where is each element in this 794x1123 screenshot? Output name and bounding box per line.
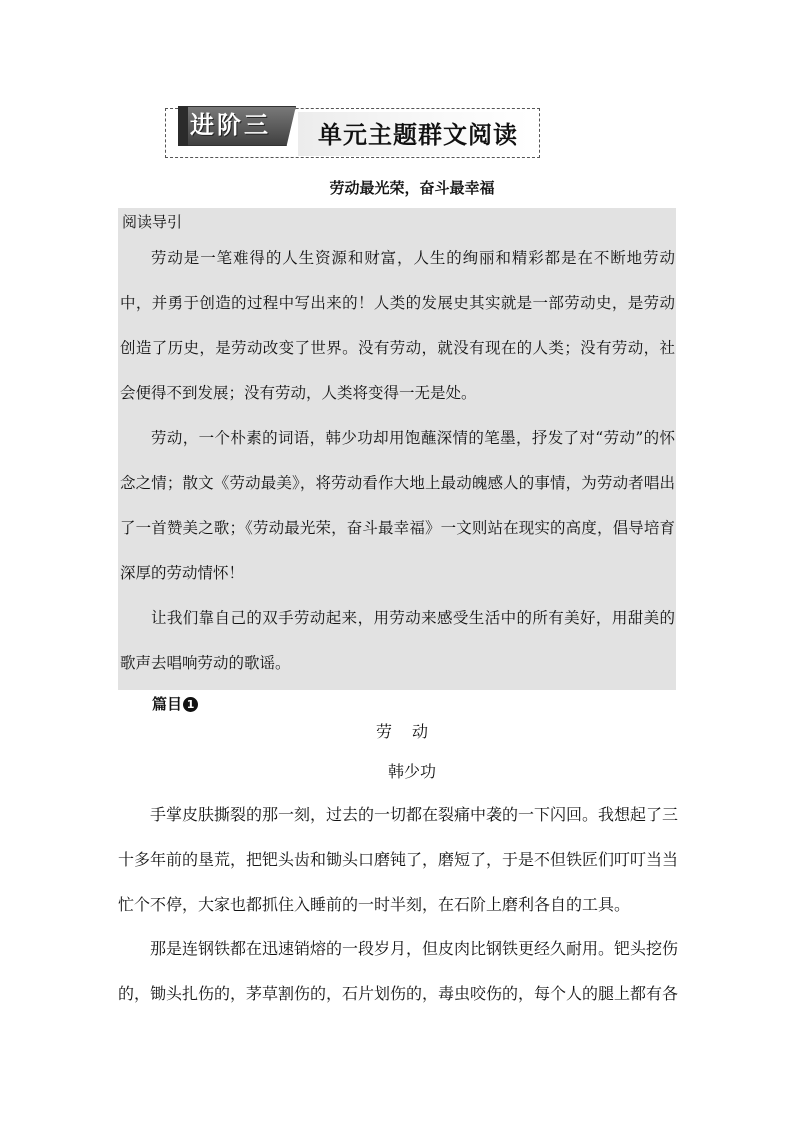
section-label-edge [178,106,188,146]
section-marker [152,692,198,716]
essay-author: 韩少功 [387,762,436,781]
essay-title: 劳动 [375,722,448,741]
section-number-badge: 1 [183,697,198,712]
section-marker-label: 篇目 [152,695,183,713]
body-paragraph: 手掌皮肤撕裂的那一刻，过去的一切都在裂痛中袭的一下闪回。我想起了三十多年前的垦荒，把钯头齿和锄头口磨钝了，磨短了，于是不但铁匠们叮叮当当忙个不停，大家也都抓住入睡前的一时半刻，在石阶上磨利各自的工具。 [118,805,679,914]
guide-paragraph: 让我们靠自己的双手劳动起来，用劳动来感受生活中的所有美好，用甜美的歌声去唱响劳动的歌谣。 [120,609,675,672]
section-title: 单元主题群文阅读 [318,121,518,149]
guide-paragraph: 劳动，一个朴素的词语，韩少功却用饱蘸深情的笔墨，抒发了对“劳动”的怀念之情；散文《劳动最美》，将劳动看作大地上最动魄感人的事情，为劳动者唱出了一首赞美之歌；《劳动最光荣，奋斗最幸福》一文则站在现实的高度，倡导培育深厚的劳动情怀！ [120,429,675,582]
guide-paragraph: 劳动是一笔难得的人生资源和财富，人生的绚丽和精彩都是在不断地劳动中，并勇于创造的过程中写出来的！人类的发展史其实就是一部劳动史，是劳动创造了历史，是劳动改变了世界。没有劳动，就没有现在的人类；没有劳动，社会便得不到发展；没有劳动，人类将变得一无是处。 [120,249,675,402]
body-paragraph: 那是连钢铁都在迅速销熔的一段岁月，但皮肉比钢铁更经久耐用。钯头挖伤的，锄头扎伤的，茅草割伤的，石片划伤的，毒虫咬伤的，每个人的腿上都有各 [118,939,679,1003]
reading-guide-heading: 阅读导引 [122,213,183,231]
section-label: 进阶三 [190,111,271,139]
article-title: 劳动最光荣，奋斗最幸福 [329,179,495,197]
